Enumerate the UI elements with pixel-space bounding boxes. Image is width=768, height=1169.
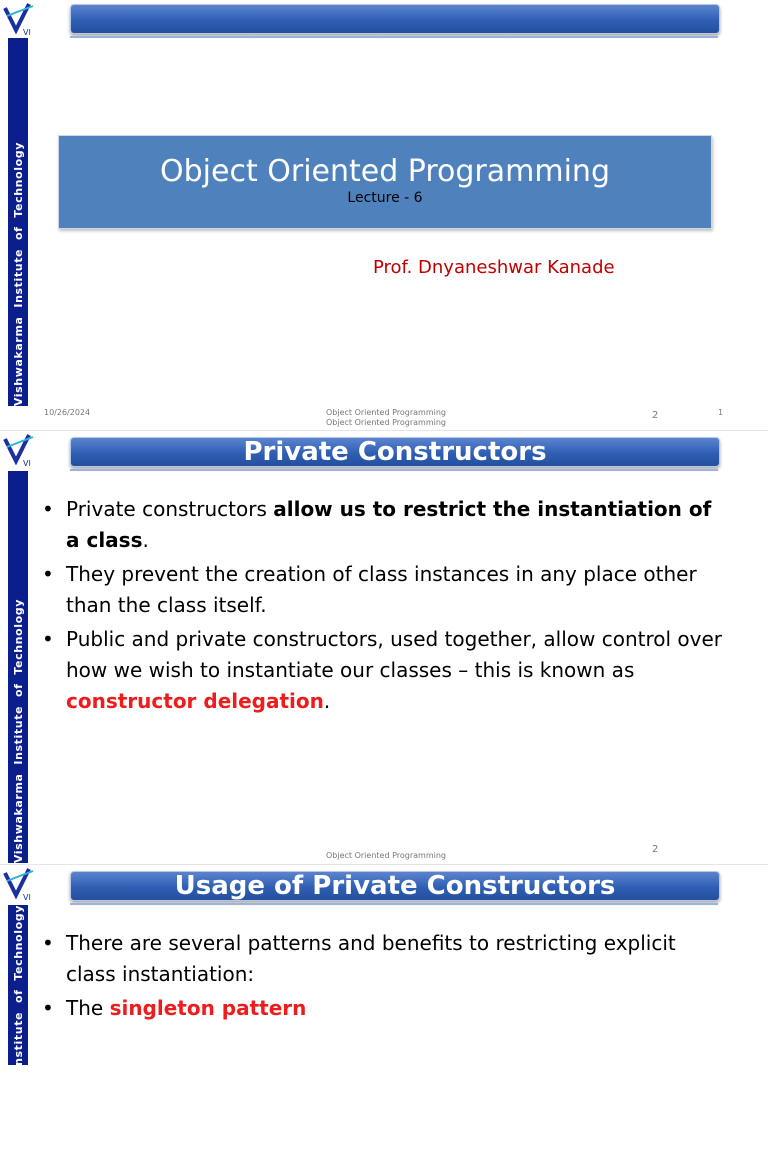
sidebar-label: Vishwakarma Institute of Technology (11, 141, 25, 406)
slide-subtitle: Lecture - 6 (347, 190, 423, 206)
slide-2 (0, 431, 768, 864)
vit-logo-icon (3, 433, 36, 467)
logo-text: VI (23, 28, 31, 37)
slide-title: Object Oriented Programming (160, 154, 610, 189)
top-banner-underline (70, 903, 718, 905)
bullet-list (40, 928, 730, 1027)
bullet-item: • The singleton pattern (40, 993, 730, 1024)
bullet-item: • They prevent the creation of class instances in any place other than the class itself. (40, 559, 730, 621)
logo-text: VI (23, 893, 31, 902)
footer-center-line2: Object Oriented Programming (326, 418, 446, 427)
top-banner-bar (70, 4, 720, 34)
vit-logo-icon (3, 867, 36, 901)
slide-heading: Usage of Private Constructors (70, 871, 720, 901)
footer-page-number: 2 (652, 844, 659, 855)
footer-page-number: 2 (652, 410, 659, 421)
vit-logo-icon (3, 2, 36, 36)
footer-slide-number: 1 (718, 408, 724, 417)
bullet-item: • Public and private constructors, used together, allow control over how we wish to instantiate our classes – this is known as constructor delegation. (40, 624, 730, 717)
sidebar-label: Vishwakarma Institute of Technology (11, 598, 25, 863)
bullet-list (40, 494, 730, 720)
author-name: Prof. Dnyaneshwar Kanade (373, 257, 615, 278)
top-banner-underline (70, 36, 718, 38)
slide-3 (0, 865, 768, 1169)
slide-1 (0, 0, 768, 430)
sidebar-vertical-band (8, 905, 28, 1169)
logo-text: VI (23, 459, 31, 468)
bullet-item: • Private constructors allow us to restrict the instantiation of a class. (40, 494, 730, 556)
bullet-item: • There are several patterns and benefits to restricting explicit class instantiation: (40, 928, 730, 990)
sidebar-label: Vishwakarma Institute of Technology (11, 905, 25, 1169)
footer-date: 10/26/2024 (44, 408, 91, 417)
footer-center-line1: Object Oriented Programming (326, 408, 446, 417)
footer-center: Object Oriented Programming (326, 851, 446, 860)
title-box (58, 135, 712, 229)
sidebar-vertical-band (8, 38, 28, 406)
top-banner-underline (70, 469, 718, 471)
sidebar-vertical-band (8, 471, 28, 863)
slide-heading: Private Constructors (70, 437, 720, 467)
